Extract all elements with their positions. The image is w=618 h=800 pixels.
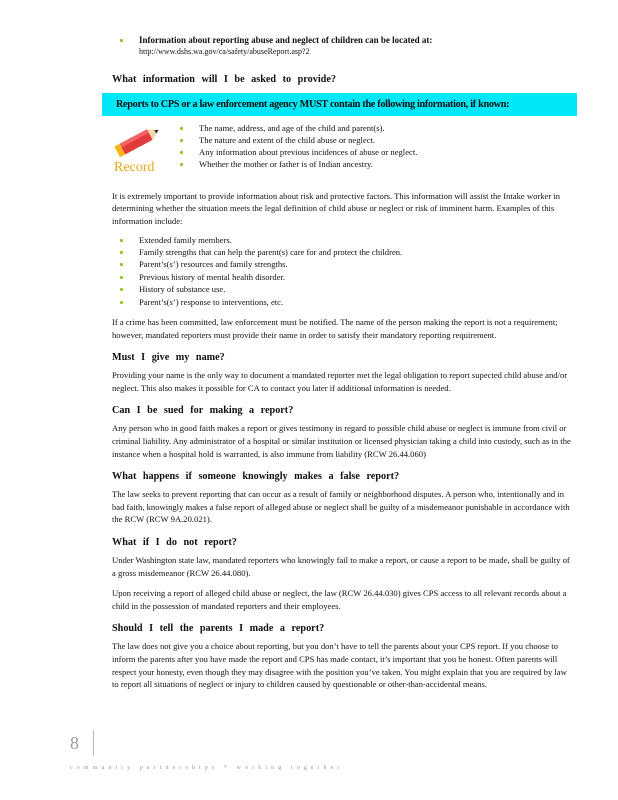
requirements-banner (102, 93, 577, 116)
heading-what-information: What information will I be asked to provide? (112, 73, 336, 85)
list-item: Extended family members. (112, 234, 572, 246)
list-item: Parent’s(s’) response to interventions, etc. (112, 296, 572, 308)
footer-divider (93, 730, 94, 756)
paragraph-sued: Any person who in good faith makes a report or gives testimony in regard to possible child abuse or neglect is immune from civil or criminal liability. Any administrator of a hospital or similar institution or licensed physician taking a child into custody, such as in the instance when a hospital hold is warranted, is also immune from liability (RCW 26.44.060) (112, 423, 571, 459)
heading-not-report: What if I do not report? (112, 536, 237, 548)
banner-text: Reports to CPS or a law enforcement agency MUST contain the following information, if known: (116, 98, 510, 110)
list-item: Parent’s(s’) resources and family strengths. (112, 258, 572, 270)
paragraph-false-report: The law seeks to prevent reporting that can occur as a result of family or neighborhood disputes. A person who, intentionally and in bad faith, knowingly makes a false report of alleged abuse or neglect shall be guilty of a misdemeanor punishable in accordance with the RCW (RCW 9A.20.021). (112, 489, 570, 525)
paragraph-records-access: Upon receiving a report of alleged child abuse or neglect, the law (RCW 26.44.030) gives CPS access to all relevant records about a child in the possession of mandated reporters and their employees. (112, 588, 567, 611)
heading-tell-parents: Should I tell the parents I made a report? (112, 623, 325, 635)
heading-false-report: What happens if someone knowingly makes a false report? (112, 471, 400, 483)
examples-list (112, 234, 572, 308)
list-item: Previous history of mental health disorder. (112, 271, 572, 283)
list-item: Whether the mother or father is of Indian ancestry. (172, 158, 572, 170)
record-list (172, 122, 572, 170)
top-bullet-list (112, 34, 572, 59)
resource-info-text: Information about reporting abuse and neglect of children can be located at: (139, 35, 433, 45)
list-item: History of substance use. (112, 283, 572, 295)
record-block (112, 122, 572, 176)
paragraph-important: It is extremely important to provide information about risk and protective factors. This information will assist the Intake worker in determining whether the situation meets the legal definition of child abuse or neglect or risk of imminent harm. Examples of this information include: (112, 190, 561, 226)
page-content (112, 34, 572, 691)
paragraph-tell-parents: The law does not give you a choice about reporting, but you don’t have to tell the parents about your CPS report. If you choose to inform the parents after you have made the report and CPS has made contact, it’s important that you be honest. Often parents will respect your honesty, even though they may disagree with the position you’ve taken. You might explain that you are required by law to report all situations of neglect or injury to children caused by questionable or other-than-accidental means. (112, 641, 567, 690)
pencil-icon (112, 122, 172, 174)
list-item (112, 34, 572, 59)
heading-give-name: Must I give my name? (112, 352, 225, 364)
paragraph-give-name: Providing your name is the only way to document a mandated reporter met the legal obligation to report supected child abuse and/or neglect. This also makes it possible for CA to contact you later if additional information is needed. (112, 370, 568, 393)
heading-sued: Can I be sued for making a report? (112, 405, 294, 417)
list-item: The name, address, and age of the child and parent(s). (172, 122, 572, 134)
page-number: 8 (70, 733, 79, 753)
list-item: Any information about previous incidences of abuse or neglect. (172, 146, 572, 158)
footer-tagline: community partnerships * working together (70, 765, 344, 771)
list-item: The nature and extent of the child abuse or neglect. (172, 134, 572, 146)
resource-url[interactable]: http://www.dshs.wa.gov/ca/safety/abuseReport.asp?2 (139, 47, 310, 57)
paragraph-not-report: Under Washington state law, mandated reporters who knowingly fail to make a report, or cause a report to be made, shall be guilty of a gross misdemeanor (RCW 26.44.080). (112, 554, 570, 578)
paragraph-crime: If a crime has been committed, law enforcement must be notified. The name of the person making the report is not a requirement; however, mandated reporters must provide their name in order to satisfy their mandatory reporting requirement. (112, 317, 558, 340)
list-item: Family strengths that can help the parent(s) care for and protect the children. (112, 246, 572, 258)
record-label: Record (114, 159, 155, 174)
